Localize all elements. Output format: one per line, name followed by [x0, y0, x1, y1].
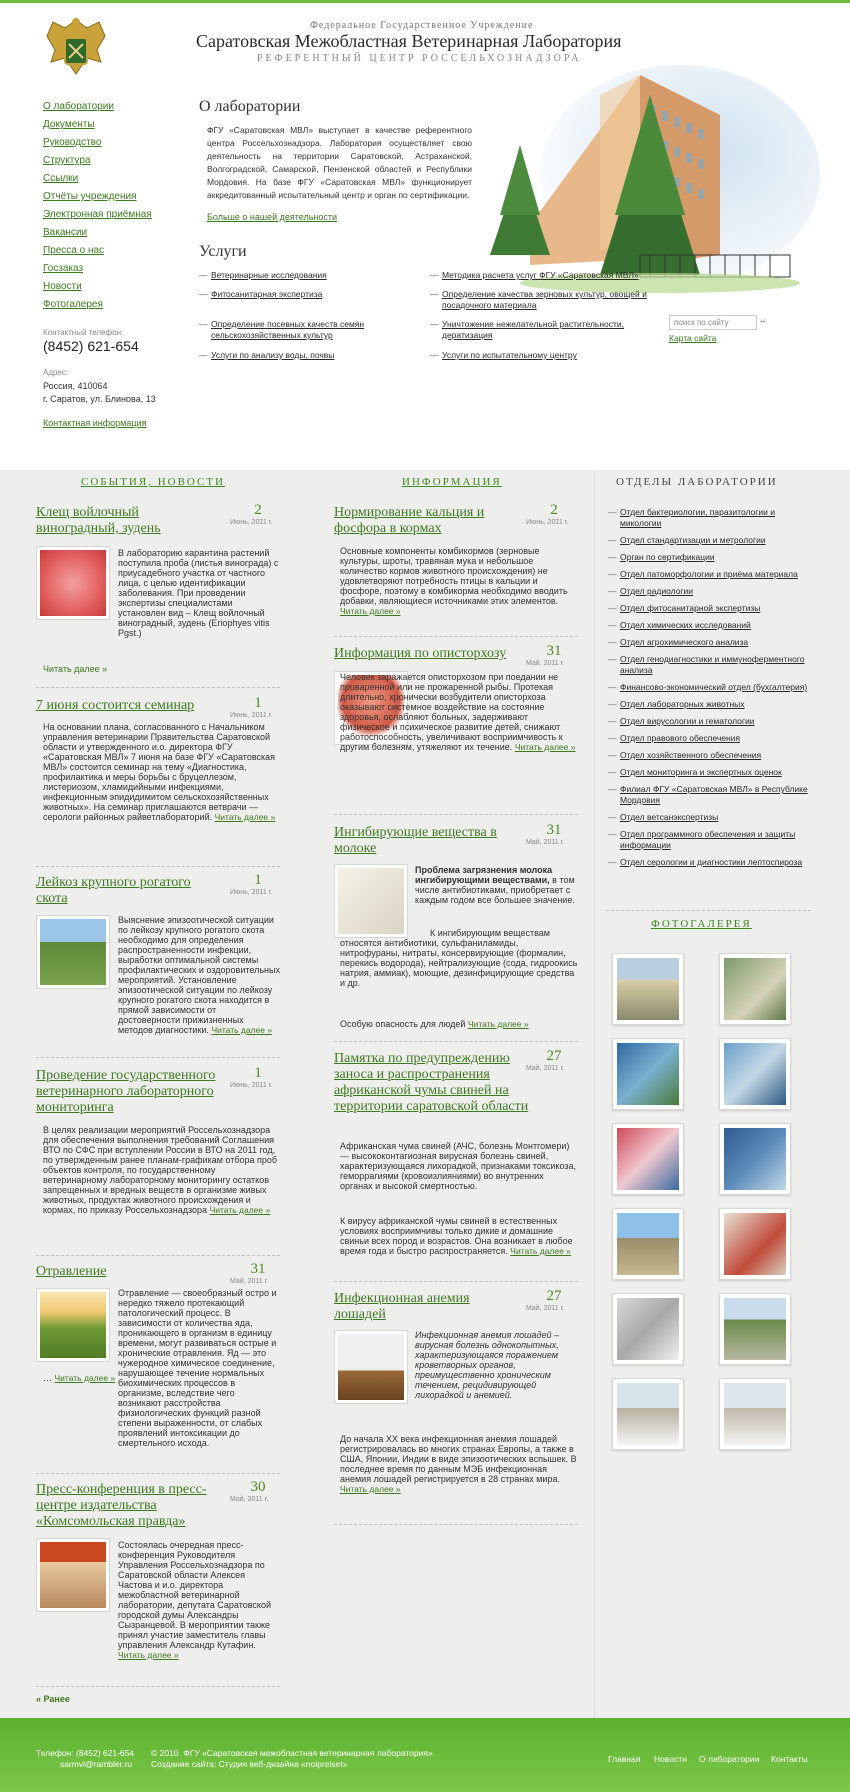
services-title: Услуги [199, 243, 247, 260]
top-accent-bar [0, 0, 850, 3]
department-link[interactable]: — Отдел вирусологии и гематологии [620, 716, 815, 727]
footer-link-news[interactable]: Новости [654, 1754, 687, 1764]
address [43, 380, 156, 406]
nav-item-gallery[interactable]: Фотогалерея [43, 299, 103, 310]
info-article [334, 1288, 578, 1323]
news-body: Отравление — своеобразный остро и нередко тяжело протекающий патологический процесс. В зависимости от количества яда, проникающего в организм в единицу времени, могут развиваться острые и хронические отравления. Яд — это чужеродное химическое соединение, нарушающее течение нормальных биохимических процессов в организме, вследствие чего возникают расстройства физиологических функций разной степени выраженности, от слабых проявлений интоксикации до смертельного исхода. [118, 1288, 277, 1448]
header-superscript: Федеральное Государственное Учреждение [310, 20, 534, 31]
info-body: Проблема загрязнения молока ингибирующими веществами, в том числе антибиотиками, приобретает с каждым годом все большее значение. [415, 865, 575, 905]
department-link[interactable]: — Отдел бактериологии, паразитологии и микологии [620, 507, 815, 529]
news-article [36, 1261, 280, 1285]
news-day: 1 [254, 872, 262, 888]
horse-thumbnail[interactable] [334, 1330, 408, 1404]
gallery-photo[interactable] [719, 1123, 791, 1195]
department-link[interactable]: — Отдел программного обеспечения и защиты информации [620, 829, 815, 851]
service-link[interactable]: — Ветеринарные исследования [211, 270, 391, 281]
news-column-heading[interactable]: СОБЫТИЯ, НОВОСТИ [81, 476, 225, 488]
phone-label: Контактный телефон: [43, 328, 124, 337]
gallery-photo[interactable] [612, 1208, 684, 1280]
nav-item-procurement[interactable]: Госзаказ [43, 263, 84, 274]
news-article [36, 695, 280, 719]
news-month: Июнь, 2011 г. [230, 1082, 273, 1089]
main-navigation [43, 100, 173, 316]
info-body: Африканская чума свиней (АЧС, болезнь Монтгомери) — высококонтагиозная вирусная болезнь свиней, характеризующаяся лихорадкой, признаками токсикоза, геморрагиями (кровоизлияниями) во внутренних органах и высокой смертностью. [340, 1141, 576, 1191]
news-body: В лабораторию карантина растений поступила проба (листья винограда) с приусадебного участка от частного лица, с целью идентификации заболевания. При проведении экспертизы специалистами установлен вид – Клещ войлочный виноградный, зудень (Eriophyes vitis Pgst.) [118, 548, 279, 638]
news-body: Выяснение эпизоотической ситуации по лейкозу крупного рогатого скота необходимо для определения распространенности инфекции, выработки оптимальной системы профилактических и оздоровительных мероприятий. Установление эпизоотической ситуации по лейкозу крупного рогатого скота находится в прямой зависимости от достоверности прижизненных методов диагностики. Читать далее » [118, 915, 280, 1035]
departments-list [620, 507, 815, 874]
info-day: 2 [550, 502, 558, 518]
info-body-2: К вирусу африканской чумы свиней в естественных условиях восприимчивы только дикие и домашние свиньи всех пород и возрастов. Она возникает в любое время года и быстро распространяется. Читать далее » [340, 1216, 573, 1256]
news-month: Июнь, 2011 г. [230, 712, 273, 719]
about-text: ФГУ «Саратовская МВЛ» выступает в качестве референтного центра Россельхознадзора. Лаборатория осуществляет свою деятельность на территории Саратовской, Астраханской, Волгоградской, Самарской, Пензенской областей и Республики Мордовия. На базе ФГУ «Саратовская МВЛ» функционирует аккредитованный испытательный центр и орган по сертификации. [207, 125, 472, 200]
news-day: 30 [250, 1479, 266, 1495]
news-day: 31 [250, 1261, 266, 1277]
contact-info-link[interactable]: Контактная информация [43, 418, 147, 428]
info-body: Инфекционная анемия лошадей – вирусная болезнь однокопытных, характеризующаяся поражением кроветворных органов, преимущественно хроническим течением, рецидивирующей лихорадкой и анемией. [415, 1330, 560, 1400]
news-title[interactable]: Пресс-конференция в пресс-центре издательства «Комсомольская правда» [36, 1482, 207, 1529]
site-subtitle: РЕФЕРЕНТНЫЙ ЦЕНТР РОССЕЛЬХОЗНАДЗОРА [257, 53, 582, 64]
nav-item-news[interactable]: Новости [43, 281, 82, 292]
read-more-link[interactable]: Читать далее » [54, 1373, 116, 1383]
separator [36, 687, 280, 688]
gallery-photo[interactable] [719, 1208, 791, 1280]
department-link[interactable]: — Отдел лабораторных животных [620, 699, 815, 710]
gallery-photo[interactable] [719, 1378, 791, 1450]
news-month: Июнь, 2011 г. [230, 889, 273, 896]
nav-item-structure[interactable]: Структура [43, 155, 91, 166]
address-line-1: Россия, 410064 [43, 381, 108, 391]
info-title[interactable]: Памятка по предупреждению заноса и распространения африканской чумы свиней на территории саратовской области [334, 1051, 529, 1114]
news-day: 2 [254, 502, 262, 518]
news-month: Май, 2011 г. [230, 1278, 269, 1285]
department-link[interactable]: — Отдел правового обеспечения [620, 733, 815, 744]
department-link[interactable]: — Филиал ФГУ «Саратовская МВЛ» в Республике Мордовия [620, 784, 815, 806]
info-day: 31 [546, 643, 562, 659]
separator [606, 910, 811, 911]
news-title[interactable]: 7 июня состоится семинар [36, 698, 195, 713]
gallery-photo[interactable] [612, 953, 684, 1025]
news-body: В целях реализации мероприятий Россельхознадзора для обеспечения выполнения требований Соглашения ВТО по СФС при вступлении России в ВТО на 2011 год, по утвержденным ранее планам-графикам отбора проб объектов контроля, по государственному ветеринарному лабораторному мониторингу остатков запрещенных и вредных веществ в организме живых животных, продуктах животного происхождения и кормах, по приказу Россельхознадзора Читать далее » [43, 1125, 278, 1215]
nav-item-about[interactable]: О лаборатории [43, 101, 114, 112]
header [0, 0, 850, 470]
info-day: 27 [546, 1048, 562, 1064]
info-body-2: К ингибирующим веществам относятся антибиотики, сульфаниламиды, нитрофураны, нитраты, консервирующие (формалин, перекись водорода), нейтрализующие (сода, гидроокись натрия, аммиак), моющие, дезинфицирующие средства и др. [340, 928, 578, 988]
read-more-link[interactable]: Читать далее » [340, 1484, 401, 1494]
read-more-link[interactable]: Читать далее » [510, 1246, 571, 1256]
service-link[interactable]: — Определение качества зерновых культур, овощей и посадочного материала [442, 289, 652, 311]
read-more-link[interactable]: Читать далее » [214, 812, 276, 822]
news-article [36, 502, 280, 537]
news-month: Май, 2011 г. [230, 1496, 269, 1503]
department-link[interactable]: — Отдел химических исследований [620, 620, 815, 631]
gallery-photo[interactable] [719, 953, 791, 1025]
read-more-link[interactable]: Читать далее » [209, 1205, 271, 1215]
info-article [334, 502, 578, 537]
info-article [334, 1048, 578, 1115]
info-day: 31 [546, 822, 562, 838]
separator [36, 866, 280, 867]
gallery-photo[interactable] [719, 1038, 791, 1110]
info-body-3: Особую опасность для людей Читать далее » [340, 1019, 529, 1029]
info-title[interactable]: Инфекционная анемия лошадей [334, 1291, 470, 1322]
gallery-photo[interactable] [612, 1293, 684, 1365]
separator [334, 636, 578, 637]
department-link[interactable]: — Орган по сертификации [620, 552, 815, 563]
separator [334, 1041, 578, 1042]
department-link[interactable]: — Отдел хозяйственного обеспечения [620, 750, 815, 761]
footer-creator-link[interactable]: Создание сайта: Студия веб-дизайна «noipreiset» [151, 1759, 348, 1769]
info-title[interactable]: Информация по описторхозу [334, 646, 507, 661]
info-article [334, 822, 578, 857]
footer-copyright: © 2010. ФГУ «Саратовская межобластная ветеринарная лаборатория». [151, 1748, 436, 1758]
previous-page-link[interactable]: « Ранее [36, 1694, 70, 1704]
news-day: 1 [254, 695, 262, 711]
about-more-link[interactable]: Больше о нашей деятельности [207, 212, 338, 222]
info-article [334, 643, 578, 667]
news-day: 1 [254, 1065, 262, 1081]
footer-phone: Телефон: (8452) 621-654 [36, 1748, 135, 1758]
info-body: Основные компоненты комбикормов (зерновые культуры, шроты, травяная мука и небольшое количество кормов животного происхождения) не удовлетворяют потребность птицы в кальции и фосфоре, поэтому в комбикорма необходимо вводить добавки, являющиеся источниками этих элементов. Читать далее » [340, 546, 568, 616]
gallery-heading[interactable]: ФОТОГАЛЕРЕЯ [651, 918, 752, 930]
department-link[interactable]: — Отдел серологии и диагностики лептоспироза [620, 857, 815, 868]
column-divider [594, 470, 595, 1718]
department-link[interactable]: — Отдел патоморфологии и приёма материала [620, 569, 815, 580]
separator [334, 814, 578, 815]
field-thumbnail[interactable] [36, 1288, 110, 1362]
service-link[interactable]: — Методика расчета услуг ФГУ «Саратовская МВЛ» [442, 270, 652, 281]
gallery-photo[interactable] [612, 1038, 684, 1110]
separator [334, 1524, 578, 1525]
departments-heading: ОТДЕЛЫ ЛАБОРАТОРИИ [616, 476, 778, 488]
gallery-photo[interactable] [719, 1293, 791, 1365]
press-conference-thumbnail[interactable] [36, 1538, 110, 1612]
service-link[interactable]: — Уничтожение нежелательной растительности, дератизация [442, 319, 652, 341]
department-link[interactable]: — Отдел агрохимического анализа [620, 637, 815, 648]
news-article [36, 872, 280, 907]
search-input[interactable]: поиск по сайту [669, 315, 757, 330]
search-submit-icon[interactable]: ↵ [760, 317, 767, 326]
separator [36, 1686, 280, 1687]
footer-link-home[interactable]: Главная [608, 1754, 641, 1764]
info-month: Май, 2011 г. [526, 839, 565, 846]
read-more-link[interactable]: Читать далее » [340, 606, 401, 616]
info-month: Май, 2011 г. [526, 660, 565, 667]
news-body: На основании плана, согласованного с Начальником управления ветеринарии Правительства Саратовской области и утвержденного и.о. директора ФГУ «Саратовская МВЛ» 7 июня на базе ФГУ «Саратовская МВЛ» состоится семинар на тему «Диагностика, профилактика и меры борьбы с бруцеллезом, листериозом, хламидийными инфекциями, инфекционным эпидидимитом сельскохозяйственных животных». На семинар приглашаются ветврачи — серологи районных райветлабораторий. Читать далее » [43, 722, 276, 822]
address-label: Адрес: [43, 368, 69, 377]
news-title[interactable]: Отравление [36, 1264, 107, 1279]
separator [36, 1057, 280, 1058]
info-month: Июнь, 2011 г. [526, 519, 569, 526]
milk-thumbnail[interactable] [334, 864, 408, 938]
site-title[interactable]: Саратовская Межобластная Ветеринарная Лаборатория [196, 31, 622, 51]
nav-item-reception[interactable]: Электронная приёмная [43, 209, 152, 220]
gallery-photo[interactable] [612, 1123, 684, 1195]
read-more-link[interactable]: Читать далее » [467, 1019, 529, 1029]
service-link[interactable]: — Услуги по испытательному центру [442, 350, 652, 361]
address-line-2: г. Саратов, ул. Блинова, 13 [43, 394, 156, 404]
nav-item-management[interactable]: Руководство [43, 137, 102, 148]
news-month: Июнь, 2011 г. [230, 519, 273, 526]
gallery-photo[interactable] [612, 1378, 684, 1450]
info-day: 27 [546, 1288, 562, 1304]
department-link[interactable]: — Отдел мониторинга и экспертных оценок [620, 767, 815, 778]
department-link[interactable]: — Отдел радиологии [620, 586, 815, 597]
nav-item-press[interactable]: Пресса о нас [43, 245, 105, 256]
info-month: Май, 2011 г. [526, 1065, 565, 1072]
about-title: О лаборатории [199, 98, 301, 115]
coat-of-arms-icon[interactable] [43, 14, 109, 86]
nav-item-reports[interactable]: Отчёты учреждения [43, 191, 137, 202]
read-more-link[interactable]: Читать далее » [43, 664, 108, 674]
footer-link-contacts[interactable]: Контакты [771, 1754, 808, 1764]
read-more-link[interactable]: Читать далее » [211, 1025, 273, 1035]
department-link[interactable]: — Отдел ветсанэкспертизы [620, 812, 815, 823]
separator [36, 1473, 280, 1474]
info-body-2: До начала XX века инфекционная анемия лошадей регистрировалась во многих странах Европы, а также в США, Японии, Индии в виде эпизоотических вспышек. В последнее время по данным МЭБ инфекционная анемия лошадей регистрируется в 28 странах мира. Читать далее » [340, 1434, 577, 1494]
department-link[interactable]: — Отдел генодиагностики и иммуноферментного анализа [620, 654, 815, 676]
news-title[interactable]: Лейкоз крупного рогатого скота [36, 875, 191, 906]
separator [36, 1255, 280, 1256]
separator [334, 1281, 578, 1282]
nav-item-links[interactable]: Ссылки [43, 173, 79, 184]
cattle-thumbnail[interactable] [36, 915, 110, 989]
news-article [36, 1479, 280, 1530]
nav-item-documents[interactable]: Документы [43, 119, 95, 130]
footer-link-about[interactable]: О лаборатории [699, 1754, 760, 1764]
footer-email-link[interactable]: sarmvl@rambler.ru [60, 1759, 132, 1769]
service-link[interactable]: — Определение посевных качеств семян сельскохозяйственных культур [211, 319, 391, 341]
read-more-link[interactable]: Читать далее » [118, 1650, 179, 1660]
service-link[interactable]: — Услуги по анализу воды, почвы [211, 350, 391, 361]
news-title[interactable]: Проведение государственного ветеринарного лабораторного мониторинга [36, 1068, 216, 1115]
nav-item-vacancies[interactable]: Вакансии [43, 227, 88, 238]
info-month: Май, 2011 г. [526, 1305, 565, 1312]
news-article [36, 1065, 280, 1116]
department-link[interactable]: — Финансово-экономический отдел (бухгалтерия) [620, 682, 815, 693]
service-link[interactable]: — Фитосанитарная экспертиза [211, 289, 391, 300]
news-body-continued: … Читать далее » [43, 1373, 116, 1383]
laboratory-building-illustration [490, 55, 810, 295]
sitemap-link[interactable]: Карта сайта [669, 333, 717, 343]
news-title[interactable]: Клещ войлочный виноградный, зудень [36, 505, 161, 536]
info-column-heading[interactable]: ИНФОРМАЦИЯ [402, 476, 502, 488]
info-body: Человек заражается описторхозом при поедании не проваренной или не прожаренной рыбы. Протекая длительно, хронически возбудители описторхоза оказывают системное воздействие на состояние здоровья, ослабляют больных, задерживают физическое и психическое развитие детей, снижают работоспособность, увеличивают восприимчивость к другим болезням, утяжеляют их течение. Читать далее » [340, 672, 576, 752]
department-link[interactable]: — Отдел фитосанитарной экспертизы [620, 603, 815, 614]
phone-number: (8452) 621-654 [43, 338, 139, 354]
news-body: Состоялась очередная пресс-конференция Руководителя Управления Россельхознадзора по Саратовской области Алексея Частова и и.о. директора межобластной ветеринарной лаборатории, депутата Саратовской городской думы Александры Сызранцевой. В мероприятии также принял участие заместитель главы управления Александр Кутафин. Читать далее » [118, 1540, 271, 1660]
info-title[interactable]: Нормирование кальция и фосфора в кормах [334, 505, 485, 536]
department-link[interactable]: — Отдел стандартизации и метрологии [620, 535, 815, 546]
read-more-link[interactable]: Читать далее » [514, 742, 576, 752]
mite-thumbnail[interactable] [36, 546, 110, 620]
info-title[interactable]: Ингибирующие вещества в молоке [334, 825, 497, 856]
